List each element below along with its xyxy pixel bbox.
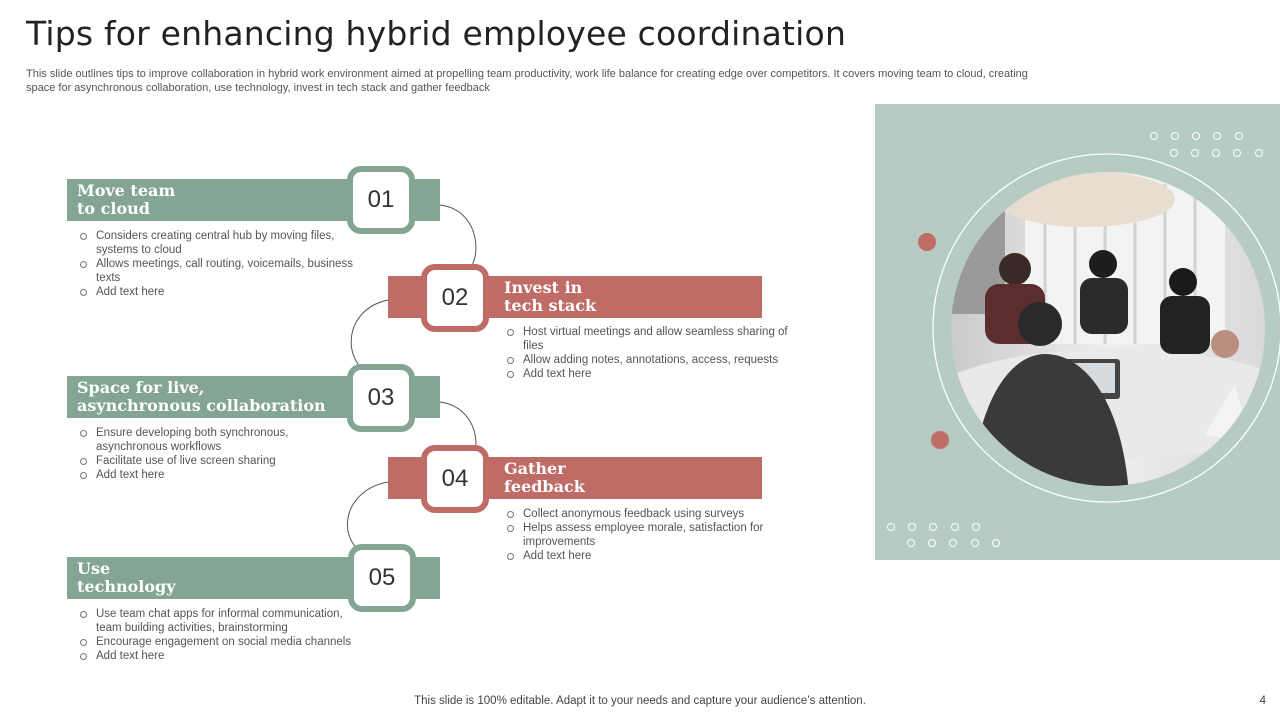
list-item: Facilitate use of live screen sharing <box>78 454 358 468</box>
step-03-badge: 03 <box>347 364 415 432</box>
step-04-badge: 04 <box>421 445 489 513</box>
slide-subtitle: This slide outlines tips to improve collaboration in hybrid work environment aimed at propelling team productivity, work life balance for creating edge over competitors. It covers moving team to cloud, creating space for asynchronous collaboration, use technology, invest in tech stack and gather feedback <box>26 68 1028 94</box>
step-05-bullets <box>78 607 368 663</box>
step-05-badge: 05 <box>348 544 416 612</box>
list-item: Collect anonymous feedback using surveys <box>505 507 785 521</box>
image-panel <box>875 104 1280 560</box>
slide-title: Tips for enhancing hybrid employee coordination <box>26 14 847 53</box>
step-04-bullets <box>505 507 785 563</box>
step-03-bullets <box>78 426 358 482</box>
list-item: Add text here <box>505 549 785 563</box>
step-01-heading: Move team to cloud <box>77 181 176 218</box>
list-item: Ensure developing both synchronous, asynchronous workflows <box>78 426 358 454</box>
list-item: Add text here <box>78 468 358 482</box>
list-item: Add text here <box>78 649 368 663</box>
list-item: Add text here <box>505 367 805 381</box>
meeting-photo <box>875 104 1280 560</box>
list-item: Host virtual meetings and allow seamless sharing of files <box>505 325 805 353</box>
page-number: 4 <box>1259 695 1266 707</box>
accent-dot <box>931 431 949 449</box>
step-01-badge: 01 <box>347 166 415 234</box>
list-item: Add text here <box>78 285 358 299</box>
list-item: Allow adding notes, annotations, access, requests <box>505 353 805 367</box>
accent-dot <box>918 233 936 251</box>
step-01-bullets <box>78 229 358 299</box>
step-02-bullets <box>505 325 805 381</box>
list-item: Helps assess employee morale, satisfaction for improvements <box>505 521 785 549</box>
slide-footer: This slide is 100% editable. Adapt it to your needs and capture your audience’s attention. <box>414 695 866 707</box>
step-04-heading: Gather feedback <box>504 459 585 496</box>
list-item: Use team chat apps for informal communication, team building activities, brainstorming <box>78 607 368 635</box>
list-item: Considers creating central hub by moving files, systems to cloud <box>78 229 358 257</box>
step-02-badge: 02 <box>421 264 489 332</box>
list-item: Allows meetings, call routing, voicemails, business texts <box>78 257 358 285</box>
step-03-heading: Space for live, asynchronous collaboration <box>77 378 326 415</box>
step-02-heading: Invest in tech stack <box>504 278 597 315</box>
step-05-heading: Use technology <box>77 559 176 596</box>
list-item: Encourage engagement on social media channels <box>78 635 368 649</box>
